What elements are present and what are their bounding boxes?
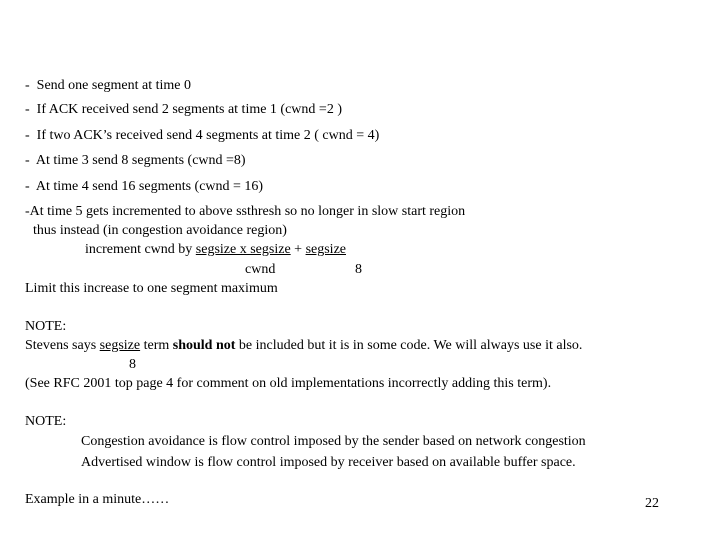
note1-heading: NOTE: <box>25 319 67 334</box>
page-number: 22 <box>645 496 659 511</box>
limit-line: Limit this increase to one segment maximum <box>25 281 278 296</box>
note1-eight: 8 <box>129 357 136 372</box>
formula-term-1: segsize x segsize <box>195 242 291 257</box>
bullet-3: - If two ACK’s received send 4 segments at time 2 ( cwnd = 4) <box>25 128 380 143</box>
time5-line1: -At time 5 gets incremented to above ssthresh so no longer in slow start region <box>25 204 466 219</box>
formula-plus: + <box>290 242 306 257</box>
note1-rfc-line: (See RFC 2001 top page 4 for comment on old implementations incorrectly adding this term). <box>25 376 552 391</box>
bullet-1: - Send one segment at time 0 <box>25 78 192 93</box>
time5-line2: thus instead (in congestion avoidance region) <box>33 223 287 238</box>
formula-numerator <box>85 242 346 258</box>
note1-stevens-line <box>25 338 582 354</box>
note2-line2: Advertised window is flow control imposed by receiver based on available buffer space. <box>81 455 576 470</box>
formula-denominator-8: 8 <box>355 262 362 277</box>
note1-text-c: be included but it is in some code. We will always use it also. <box>235 338 583 353</box>
note1-text-a: Stevens says <box>25 338 100 353</box>
note1-should-not: should not <box>172 338 236 353</box>
example-line: Example in a minute…… <box>25 492 170 507</box>
note1-segsize: segsize <box>99 338 141 353</box>
formula-term-2: segsize <box>305 242 346 257</box>
note2-heading: NOTE: <box>25 414 67 429</box>
bullet-2: - If ACK received send 2 segments at time 1 (cwnd =2 ) <box>25 102 342 117</box>
formula-denominator-cwnd: cwnd <box>245 262 276 277</box>
bullet-4: - At time 3 send 8 segments (cwnd =8) <box>25 153 246 168</box>
formula-prefix: increment cwnd by <box>85 242 196 257</box>
bullet-5: - At time 4 send 16 segments (cwnd = 16) <box>25 179 264 194</box>
note1-text-b: term <box>140 338 173 353</box>
note2-line1: Congestion avoidance is flow control imposed by the sender based on network congestion <box>81 434 586 449</box>
